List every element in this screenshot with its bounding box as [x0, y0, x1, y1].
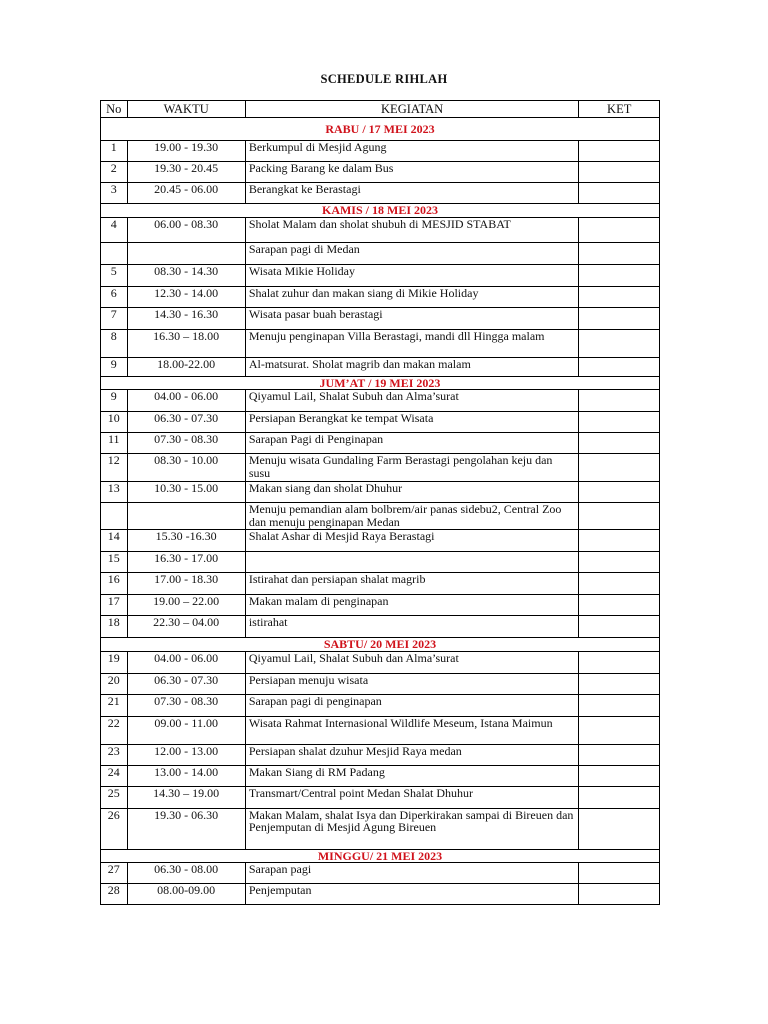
table-row: [101, 183, 660, 204]
row-number: 10: [101, 412, 128, 433]
row-number: 22: [101, 716, 128, 744]
row-activity: Menuju pemandian alam bolbrem/air panas sidebu2, Central Zoo dan menuju penginapan Medan: [245, 503, 579, 530]
header-row: [101, 101, 660, 118]
row-number: 23: [101, 744, 128, 765]
row-number: 28: [101, 884, 128, 905]
day-header-label: MINGGU/ 21 MEI 2023: [101, 849, 660, 863]
row-note: [579, 616, 660, 638]
row-time: 04.00 - 06.00: [127, 390, 245, 412]
row-activity: Persiapan shalat dzuhur Mesjid Raya medan: [245, 744, 579, 765]
row-note: [579, 329, 660, 357]
header-no: No: [101, 101, 128, 118]
row-number: 12: [101, 454, 128, 482]
row-number: 9: [101, 357, 128, 376]
row-time: 14.30 – 19.00: [127, 786, 245, 808]
day-header-row: [101, 638, 660, 652]
table-row: [101, 357, 660, 376]
row-note: [579, 884, 660, 905]
table-row: [101, 808, 660, 849]
row-number: 14: [101, 530, 128, 552]
row-note: [579, 765, 660, 786]
row-number: 19: [101, 651, 128, 673]
row-number: 16: [101, 573, 128, 595]
row-note: [579, 673, 660, 694]
row-time: 19.00 – 22.00: [127, 595, 245, 616]
table-row: [101, 673, 660, 694]
row-activity: Sarapan pagi di penginapan: [245, 694, 579, 716]
row-time: 04.00 - 06.00: [127, 651, 245, 673]
row-activity: Shalat zuhur dan makan siang di Mikie Holiday: [245, 286, 579, 307]
row-activity: Wisata pasar buah berastagi: [245, 307, 579, 329]
row-note: [579, 573, 660, 595]
row-activity: Berangkat ke Berastagi: [245, 183, 579, 204]
row-note: [579, 390, 660, 412]
row-time: 09.00 - 11.00: [127, 716, 245, 744]
row-activity: Sarapan pagi: [245, 863, 579, 884]
day-header-label: RABU / 17 MEI 2023: [101, 118, 660, 141]
table-row: [101, 242, 660, 264]
row-note: [579, 503, 660, 530]
row-number: 11: [101, 433, 128, 454]
row-time: 14.30 - 16.30: [127, 307, 245, 329]
row-activity: Makan Malam, shalat Isya dan Diperkirakan sampai di Bireuen dan Penjemputan di Mesjid Agung Bireuen: [245, 808, 579, 849]
header-waktu: WAKTU: [127, 101, 245, 118]
row-number: 21: [101, 694, 128, 716]
row-note: [579, 552, 660, 573]
table-row: [101, 503, 660, 530]
row-activity: Penjemputan: [245, 884, 579, 905]
table-row: [101, 530, 660, 552]
row-time: 08.00-09.00: [127, 884, 245, 905]
row-number: 3: [101, 183, 128, 204]
table-row: [101, 616, 660, 638]
row-note: [579, 786, 660, 808]
row-number: 26: [101, 808, 128, 849]
row-activity: Shalat Ashar di Mesjid Raya Berastagi: [245, 530, 579, 552]
row-activity: Packing Barang ke dalam Bus: [245, 162, 579, 183]
row-activity: Qiyamul Lail, Shalat Subuh dan Alma’surat: [245, 390, 579, 412]
row-note: [579, 651, 660, 673]
row-activity: istirahat: [245, 616, 579, 638]
header-ket: KET: [579, 101, 660, 118]
row-time: 19.30 - 20.45: [127, 162, 245, 183]
table-row: [101, 595, 660, 616]
row-note: [579, 286, 660, 307]
row-activity: Makan siang dan sholat Dhuhur: [245, 482, 579, 503]
table-row: [101, 552, 660, 573]
row-note: [579, 744, 660, 765]
row-time: 10.30 - 15.00: [127, 482, 245, 503]
row-number: 4: [101, 217, 128, 242]
table-row: [101, 307, 660, 329]
row-time: 20.45 - 06.00: [127, 183, 245, 204]
row-activity: Wisata Rahmat Internasional Wildlife Meseum, Istana Maimun: [245, 716, 579, 744]
row-time: 08.30 - 10.00: [127, 454, 245, 482]
day-header-row: [101, 849, 660, 863]
table-row: [101, 264, 660, 286]
table-row: [101, 286, 660, 307]
row-activity: Persiapan Berangkat ke tempat Wisata: [245, 412, 579, 433]
table-row: [101, 433, 660, 454]
table-row: [101, 141, 660, 162]
table-row: [101, 162, 660, 183]
row-time: 16.30 – 18.00: [127, 329, 245, 357]
row-number: [101, 503, 128, 530]
row-time: 08.30 - 14.30: [127, 264, 245, 286]
row-note: [579, 242, 660, 264]
row-time: [127, 242, 245, 264]
row-time: 18.00-22.00: [127, 357, 245, 376]
row-note: [579, 264, 660, 286]
row-time: 06.30 - 08.00: [127, 863, 245, 884]
table-row: [101, 786, 660, 808]
table-row: [101, 651, 660, 673]
row-activity: Menuju wisata Gundaling Farm Berastagi pengolahan keju dan susu: [245, 454, 579, 482]
row-number: 9: [101, 390, 128, 412]
table-row: [101, 573, 660, 595]
table-row: [101, 863, 660, 884]
row-time: [127, 503, 245, 530]
row-number: 25: [101, 786, 128, 808]
row-activity: Makan Siang di RM Padang: [245, 765, 579, 786]
row-note: [579, 808, 660, 849]
row-activity: Sholat Malam dan sholat shubuh di MESJID STABAT: [245, 217, 579, 242]
row-activity: Al-matsurat. Sholat magrib dan makan malam: [245, 357, 579, 376]
table-row: [101, 716, 660, 744]
row-note: [579, 863, 660, 884]
table-row: [101, 217, 660, 242]
schedule-table: [100, 100, 660, 905]
row-time: 07.30 - 08.30: [127, 694, 245, 716]
table-row: [101, 744, 660, 765]
row-time: 19.30 - 06.30: [127, 808, 245, 849]
row-time: 06.30 - 07.30: [127, 673, 245, 694]
row-note: [579, 482, 660, 503]
row-number: 6: [101, 286, 128, 307]
row-number: 2: [101, 162, 128, 183]
row-number: 24: [101, 765, 128, 786]
row-note: [579, 454, 660, 482]
day-header-label: SABTU/ 20 MEI 2023: [101, 638, 660, 652]
row-note: [579, 412, 660, 433]
row-time: 06.00 - 08.30: [127, 217, 245, 242]
row-activity: Menuju penginapan Villa Berastagi, mandi dll Hingga malam: [245, 329, 579, 357]
row-activity: Sarapan pagi di Medan: [245, 242, 579, 264]
row-note: [579, 141, 660, 162]
row-note: [579, 357, 660, 376]
row-number: 15: [101, 552, 128, 573]
day-header-row: [101, 204, 660, 218]
row-time: 16.30 - 17.00: [127, 552, 245, 573]
row-activity: Makan malam di penginapan: [245, 595, 579, 616]
table-row: [101, 694, 660, 716]
row-note: [579, 716, 660, 744]
table-row: [101, 329, 660, 357]
row-time: 13.00 - 14.00: [127, 765, 245, 786]
table-row: [101, 454, 660, 482]
table-row: [101, 884, 660, 905]
document-title: SCHEDULE RIHLAH: [320, 72, 448, 86]
row-note: [579, 694, 660, 716]
row-number: 27: [101, 863, 128, 884]
row-activity: Berkumpul di Mesjid Agung: [245, 141, 579, 162]
table-row: [101, 412, 660, 433]
row-activity: Transmart/Central point Medan Shalat Dhuhur: [245, 786, 579, 808]
header-kegiatan: KEGIATAN: [245, 101, 579, 118]
row-time: 06.30 - 07.30: [127, 412, 245, 433]
row-activity: Wisata Mikie Holiday: [245, 264, 579, 286]
row-number: 20: [101, 673, 128, 694]
row-time: 07.30 - 08.30: [127, 433, 245, 454]
row-number: 7: [101, 307, 128, 329]
schedule-body: [101, 118, 660, 905]
row-note: [579, 183, 660, 204]
table-row: [101, 482, 660, 503]
table-row: [101, 765, 660, 786]
row-number: 17: [101, 595, 128, 616]
row-activity: [245, 552, 579, 573]
row-note: [579, 595, 660, 616]
row-number: 5: [101, 264, 128, 286]
row-time: 15.30 -16.30: [127, 530, 245, 552]
row-time: 12.30 - 14.00: [127, 286, 245, 307]
table-row: [101, 390, 660, 412]
day-header-label: KAMIS / 18 MEI 2023: [101, 204, 660, 218]
row-activity: Persiapan menuju wisata: [245, 673, 579, 694]
row-activity: Istirahat dan persiapan shalat magrib: [245, 573, 579, 595]
row-note: [579, 433, 660, 454]
row-time: 12.00 - 13.00: [127, 744, 245, 765]
day-header-row: [101, 376, 660, 390]
row-note: [579, 217, 660, 242]
row-note: [579, 162, 660, 183]
row-activity: Sarapan Pagi di Penginapan: [245, 433, 579, 454]
row-time: 19.00 - 19.30: [127, 141, 245, 162]
row-time: 17.00 - 18.30: [127, 573, 245, 595]
row-note: [579, 307, 660, 329]
row-number: 18: [101, 616, 128, 638]
row-number: 8: [101, 329, 128, 357]
row-activity: Qiyamul Lail, Shalat Subuh dan Alma’surat: [245, 651, 579, 673]
row-note: [579, 530, 660, 552]
row-time: 22.30 – 04.00: [127, 616, 245, 638]
row-number: 1: [101, 141, 128, 162]
day-header-label: JUM’AT / 19 MEI 2023: [101, 376, 660, 390]
row-number: [101, 242, 128, 264]
day-header-row: [101, 118, 660, 141]
row-number: 13: [101, 482, 128, 503]
